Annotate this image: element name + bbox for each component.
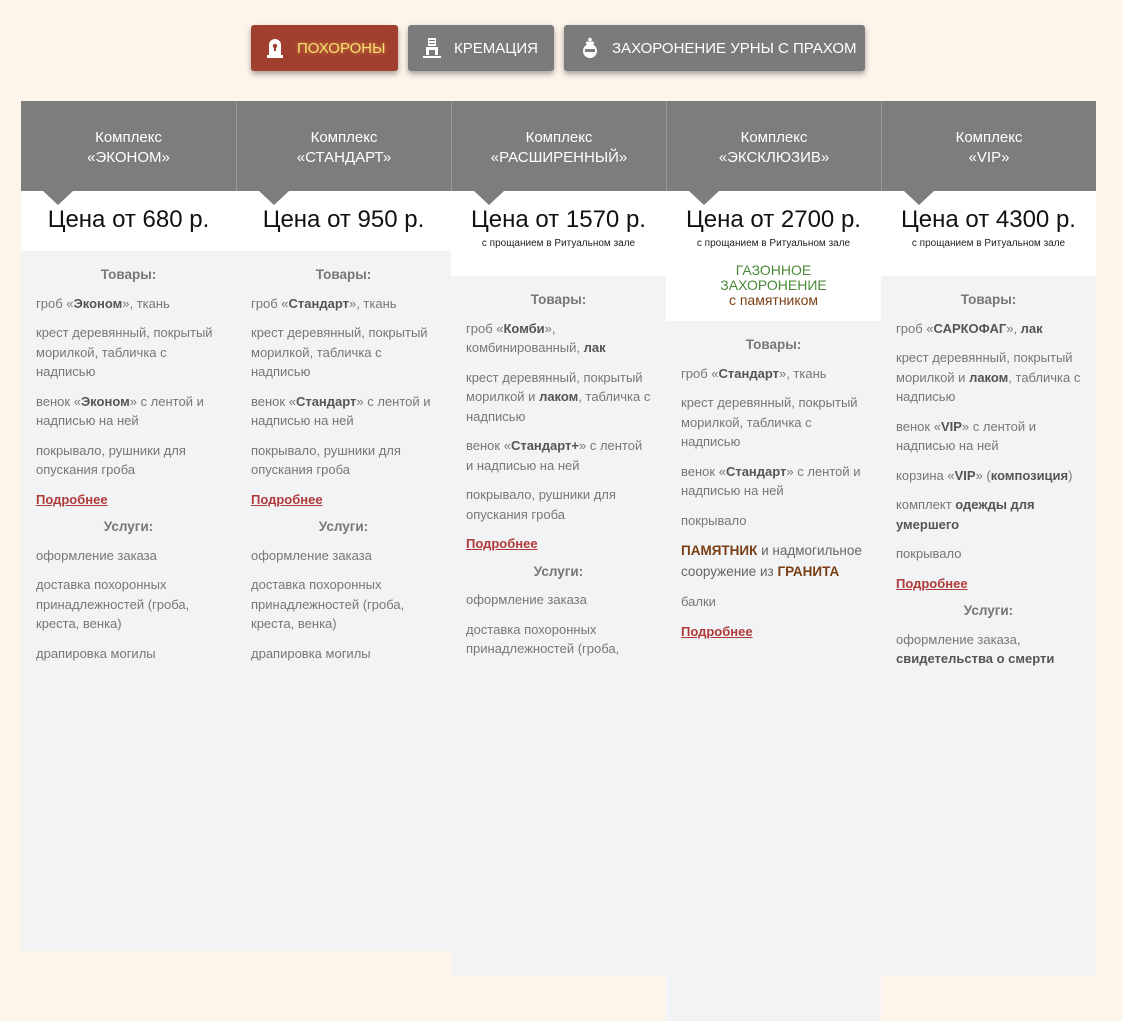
package-name: «ЭКСКЛЮЗИВ» — [718, 149, 830, 166]
goods-title: Товары: — [745, 337, 802, 352]
list-item: гроб «Эконом», ткань — [36, 295, 170, 311]
list-item: гроб «САРКОФАГ», лак — [896, 320, 1043, 336]
package-exclusive — [666, 101, 881, 701]
more-link[interactable]: Подробнее — [251, 491, 323, 507]
list-item: доставка похоронных принадлежностей (гроба, креста, венка) — [251, 577, 405, 631]
price-box — [666, 191, 881, 321]
lawn-line1: ГАЗОННОЕ — [735, 262, 812, 278]
list-item: корзина «VIP» (композиция) — [896, 467, 1073, 483]
list-item: венок «Стандарт» с лентой и надписью на ней — [251, 393, 431, 428]
list-item: покрывало, рушники для опускания гроба — [251, 442, 401, 477]
tab-urn-burial[interactable] — [564, 25, 865, 71]
list-item: крест деревянный, покрытый морилкой и лаком, табличка с надписью — [466, 369, 651, 424]
package-header — [21, 101, 236, 191]
package-vip — [881, 101, 1096, 701]
package-body — [881, 276, 1096, 976]
package-body — [21, 251, 236, 951]
package-name: «РАСШИРЕННЫЙ» — [490, 149, 628, 166]
list-item: венок «Стандарт» с лентой и надписью на ней — [681, 463, 861, 498]
list-item: крест деревянный, покрытый морилкой, табличка с надписью — [36, 325, 213, 379]
list-item: оформление заказа — [36, 547, 157, 563]
list-item: оформление заказа — [466, 592, 587, 607]
price: Цена от 680 р. — [47, 206, 210, 233]
price-note: с прощанием в Ритуальном зале — [911, 238, 1066, 249]
list-item: венок «Эконом» с лентой и надписью на ней — [36, 393, 204, 428]
tab-funeral[interactable] — [251, 25, 398, 71]
package-header — [666, 101, 881, 191]
list-item: крест деревянный, покрытый морилкой, табличка с надписью — [681, 395, 858, 449]
list-item: венок «VIP» с лентой и надписью на ней — [896, 418, 1037, 453]
services-title: Услуги: — [318, 519, 369, 534]
tab-cremation-label: КРЕМАЦИЯ — [454, 39, 538, 57]
package-standart — [236, 101, 451, 701]
list-item: оформление заказа — [251, 547, 372, 563]
package-header — [451, 101, 666, 191]
more-link[interactable]: Подробнее — [36, 491, 108, 507]
urn-icon — [580, 37, 600, 59]
package-header — [881, 101, 1096, 191]
package-extended — [451, 101, 666, 701]
price: Цена от 950 р. — [262, 206, 425, 233]
lawn-line2: ЗАХОРОНЕНИЕ — [720, 277, 827, 293]
goods-title: Товары: — [100, 267, 157, 282]
services-title: Услуги: — [103, 519, 154, 534]
package-header-line1: Комплекс — [740, 129, 808, 146]
package-header-line1: Комплекс — [955, 129, 1023, 146]
package-body — [451, 276, 666, 976]
tab-urn-burial-label: ЗАХОРОНЕНИЕ УРНЫ С ПРАХОМ — [612, 39, 857, 57]
list-item: доставка похоронных принадлежностей (гроба, креста, венка) — [36, 577, 190, 631]
list-item: оформление заказа, свидетельства о смерти — [896, 631, 1055, 666]
pointer-arrow — [689, 191, 719, 205]
list-item: венок «Стандарт+» с лентой и надписью на ней — [466, 438, 643, 473]
list-item: гроб «Стандарт», ткань — [251, 295, 397, 311]
price-note: с прощанием в Ритуальном зале — [481, 238, 636, 249]
pointer-arrow — [904, 191, 934, 205]
lawn-line3: с памятником — [728, 292, 819, 308]
list-item: покрывало — [681, 512, 747, 528]
package-grid — [21, 101, 1096, 701]
list-item: гроб «Стандарт», ткань — [681, 365, 827, 381]
list-item: доставка похоронных принадлежностей (гроба, — [466, 621, 620, 656]
monument-item: ПАМЯТНИК и надмогильное сооружение из ГРАНИТА — [681, 543, 862, 579]
more-link[interactable]: Подробнее — [681, 623, 753, 639]
list-item: крест деревянный, покрытый морилкой и лаком, табличка с надписью — [896, 350, 1081, 404]
list-item: крест деревянный, покрытый морилкой, табличка с надписью — [251, 325, 428, 379]
more-link[interactable]: Подробнее — [466, 536, 538, 551]
package-header-line1: Комплекс — [95, 129, 162, 146]
goods-title: Товары: — [530, 292, 587, 307]
list-item: покрывало, рушники для опускания гроба — [466, 487, 616, 522]
tab-cremation[interactable] — [408, 25, 554, 71]
price: Цена от 1570 р. — [471, 206, 646, 233]
goods-title: Товары: — [960, 292, 1017, 307]
services-title: Услуги: — [533, 563, 584, 579]
list-item: драпировка могилы — [36, 645, 156, 661]
gravestone-icon — [265, 37, 285, 59]
services-title: Услуги: — [963, 603, 1014, 618]
package-name: «СТАНДАРТ» — [296, 149, 392, 166]
list-item: драпировка могилы — [251, 645, 371, 661]
package-body — [236, 251, 451, 951]
price-note: с прощанием в Ритуальном зале — [696, 238, 851, 249]
price: Цена от 2700 р. — [686, 206, 861, 233]
list-item: балки — [681, 594, 716, 609]
pointer-arrow — [259, 191, 289, 205]
package-name: «ЭКОНОМ» — [87, 149, 170, 166]
lawn-burial-badge — [666, 263, 881, 308]
package-econom — [21, 101, 236, 701]
package-header — [236, 101, 451, 191]
list-item: покрывало — [896, 546, 962, 561]
crematorium-icon — [422, 37, 442, 59]
list-item: комплект одежды для умершего — [896, 497, 1035, 532]
tab-funeral-label: ПОХОРОНЫ — [297, 39, 386, 57]
price: Цена от 4300 р. — [901, 206, 1076, 233]
list-item: покрывало, рушники для опускания гроба — [36, 442, 186, 477]
list-item: гроб «Комби», комбинированный, лак — [466, 320, 606, 355]
package-name: «VIP» — [968, 149, 1010, 166]
service-tabs — [251, 25, 865, 71]
pointer-arrow — [474, 191, 504, 205]
more-link[interactable]: Подробнее — [896, 575, 968, 591]
pointer-arrow — [43, 191, 73, 205]
goods-title: Товары: — [315, 267, 372, 282]
package-body — [666, 321, 881, 1021]
package-header-line1: Комплекс — [310, 129, 378, 146]
package-header-line1: Комплекс — [525, 129, 593, 146]
